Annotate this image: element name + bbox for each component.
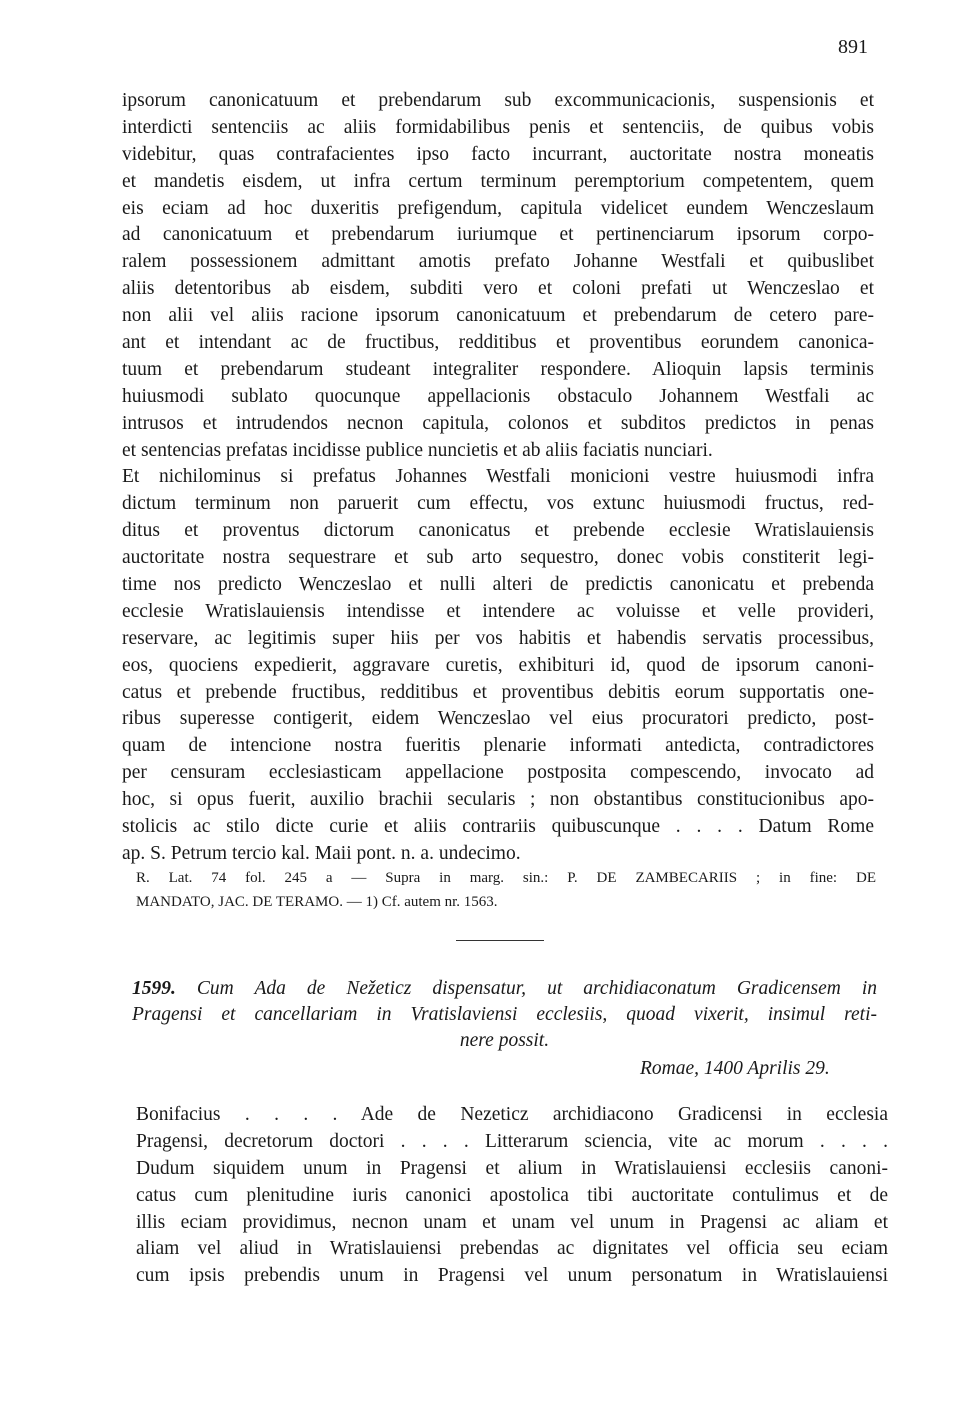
text-line: auctoritate nostra sequestrare et sub arto sequestro, donec vobis constiterit legi- <box>122 547 874 569</box>
entry-heading-line-2: Pragensi et cancellariam in Vratislaviensi ecclesiis, quoad vixerit, insimul reti- <box>132 1004 877 1025</box>
text-line: Bonifacius . . . . Ade de Nezeticz archidiacono Gradicensi in ecclesia <box>136 1104 888 1125</box>
text-line: huiusmodi sublato quocunque appellacionis obstaculo Johannem Westfali ac <box>122 385 874 407</box>
text-line: quam de intencione nostra fueritis plenarie informati antedicta, contradictores <box>122 735 874 757</box>
text-line: ribus superesse contigerit, eidem Wenczeslao vel eius procuratori predicto, post- <box>122 708 874 730</box>
entry-dateline: Romae, 1400 Aprilis 29. <box>640 1058 830 1079</box>
entry-heading <box>132 976 877 1054</box>
text-line: hoc, si opus fuerit, auxilio brachii secularis ; non obstantibus constitucionibus apo- <box>122 789 874 811</box>
page-number: 891 <box>838 36 868 58</box>
text-line: cum ipsis prebendis unum in Pragensi vel unum personatum in Wratislauiensi <box>136 1265 888 1287</box>
text-line: Et nichilominus si prefatus Johannes Westfali monicioni vestre huiusmodi infra <box>122 466 874 488</box>
text-line: stolicis ac stilo dicte curie et aliis contrariis quibuscunque . . . . Datum Rome <box>122 816 874 838</box>
text-line: illis eciam providimus, necnon unam et unam vel unum in Pragensi ac aliam et <box>136 1211 888 1233</box>
entry-text <box>136 1102 888 1290</box>
text-line: reservare, ac legitimis super hiis per vos habitis et habendis servatis processibus, <box>122 627 874 649</box>
note-line: MANDATO, JAC. DE TERAMO. — 1) Cf. autem nr. 1563. <box>136 894 498 910</box>
entry-number: 1599. <box>132 978 176 999</box>
text-line: interdicti sentenciis ac aliis formidabilibus penis et sentenciis, de quibus vobis <box>122 116 874 138</box>
text-line: intrusos et intrudendos necnon capitula, colonos et subditos predictos in penas <box>122 412 874 434</box>
note-line: R. Lat. 74 fol. 245 a — Supra in marg. sin.: P. DE ZAMBECARIIS ; in fine: DE <box>136 870 876 886</box>
entry-heading-line-1 <box>132 976 877 1002</box>
text-line: aliis detentoribus ab eisdem, subditi vero et coloni prefati ut Wenczeslao et <box>122 278 874 300</box>
text-line: time nos predicto Wenczeslao et nulli alteri de predictis canonicatu et prebenda <box>122 574 874 596</box>
text-line: dictum terminum non paruerit cum effectu, vos extunc huiusmodi fructus, red- <box>122 493 874 515</box>
text-line: et mandetis eisdem, ut infra certum terminum peremptorium competentem, quem <box>122 170 874 192</box>
text-line: eis eciam ad hoc duxeritis prefigendum, capitula videlicet eundem Wenczeslaum <box>122 197 874 219</box>
text-line: ipsorum canonicatuum et prebendarum sub excommunicacionis, suspensionis et <box>122 90 874 111</box>
text-line: videbitur, quas contrafacientes ipso facto incurrant, auctoritate nostra moneatis <box>122 143 874 165</box>
footnote-block <box>136 866 876 914</box>
entry-heading-text: Cum Ada de Nežeticz dispensatur, ut archidiaconatum Gradicensem in <box>196 978 878 999</box>
text-line: catus cum plenitudine iuris canonici apostolica tibi auctoritate contulimus et de <box>136 1184 888 1206</box>
main-text <box>122 88 874 868</box>
text-line: ditus et proventus dictorum canonicatus et prebende ecclesie Wratislauiensis <box>122 520 874 542</box>
text-line: per censuram ecclesiasticam appellacione postposita compescendo, invocato ad <box>122 762 874 784</box>
text-line: Pragensi, decretorum doctori . . . . Litterarum sciencia, vite ac morum . . . . <box>136 1130 888 1152</box>
text-line: aliam vel aliud in Wratislauiensi prebendas ac dignitates vel officia seu eciam <box>136 1238 888 1260</box>
text-line: ralem possessionem admittant amotis prefato Johanne Westfali et quibuslibet <box>122 251 874 273</box>
text-line: ant et intendant ac de fructibus, redditibus et proventibus eorundem canonica- <box>122 332 874 354</box>
text-line: eos, quociens expedierit, aggravare curetis, exhibituri id, quod de ipsorum canoni- <box>122 654 874 676</box>
text-line: ecclesie Wratislauiensis intendisse et intendere ac voluisse et velle provideri, <box>122 600 874 622</box>
text-line: Dudum siquidem unum in Pragensi et alium in Wratislauiensi ecclesiis canoni- <box>136 1157 888 1179</box>
text-line: ap. S. Petrum tercio kal. Maii pont. n. a. undecimo. <box>122 842 521 864</box>
section-divider <box>456 940 544 941</box>
text-line: non alii vel aliis racione ipsorum canonicatuum et prebendarum de cetero pare- <box>122 305 874 327</box>
text-line: tuum et prebendarum studeant integraliter respondere. Alioquin lapsis terminis <box>122 358 874 380</box>
entry-heading-line-3: nere possit. <box>459 1030 550 1051</box>
text-line: ad canonicatuum et prebendarum iuriumque et pertinenciarum ipsorum corpo- <box>122 224 874 246</box>
text-line: et sentencias prefatas incidisse publice nuncietis et ab aliis faciatis nunciari. <box>122 439 713 461</box>
text-line: catus et prebende fructibus, redditibus et proventibus debitis eorum supportatis one- <box>122 681 874 703</box>
